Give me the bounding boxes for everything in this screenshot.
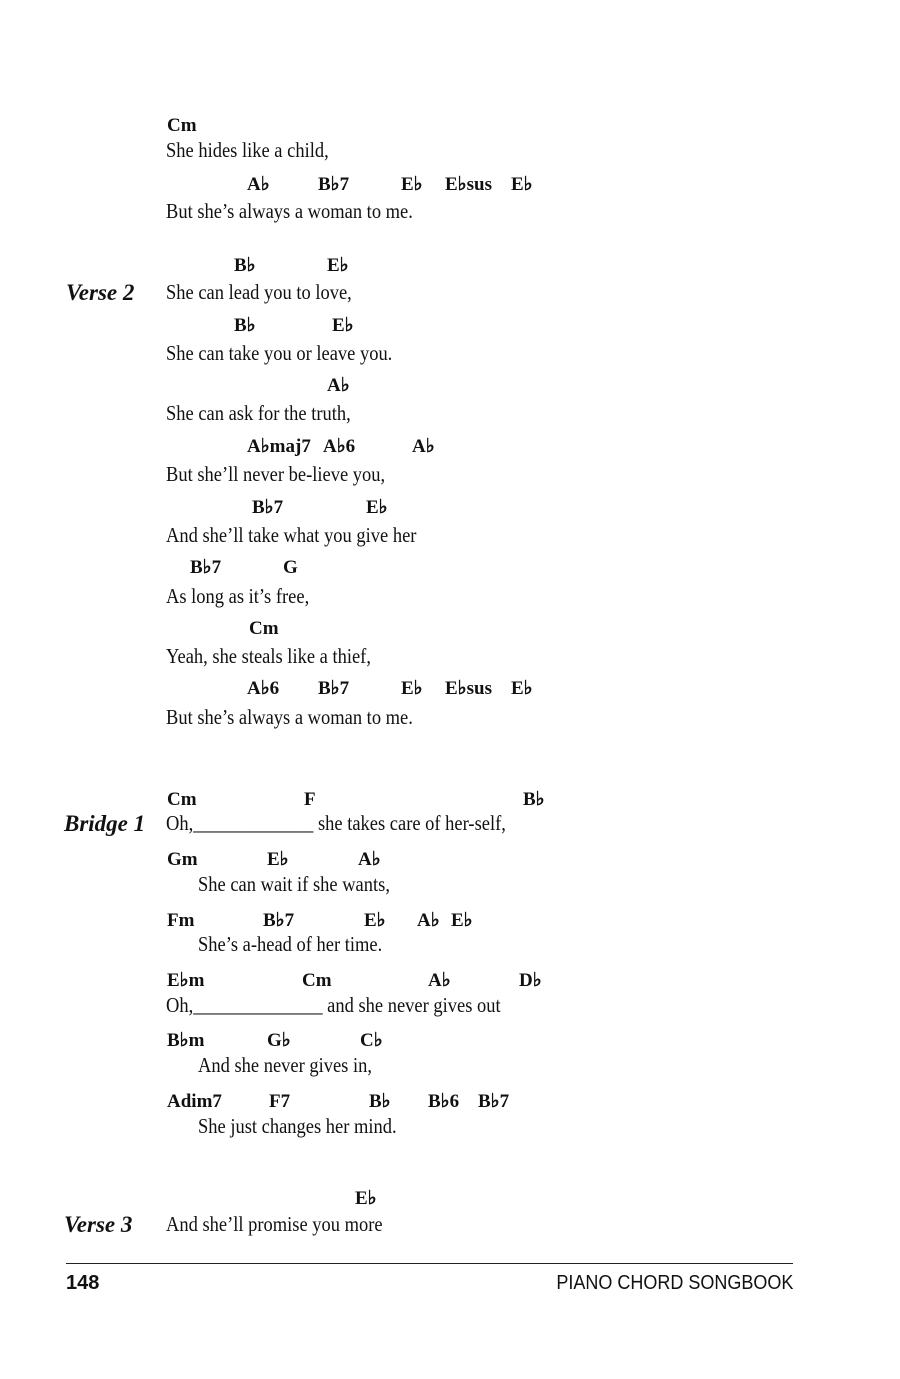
chord: Cm <box>249 618 279 639</box>
lyric-line: Oh,______________ and she never gives out <box>166 993 501 1017</box>
chord: E♭m <box>167 970 205 991</box>
chord: B♭6 <box>428 1091 460 1112</box>
book-title: PIANO CHORD SONGBOOK <box>555 1272 793 1294</box>
section-label-verse-2: Verse 2 <box>66 280 135 305</box>
chord: E♭ <box>511 174 533 195</box>
chord: D♭ <box>519 970 542 991</box>
chord: B♭7 <box>478 1091 510 1112</box>
section-label-verse-3: Verse 3 <box>64 1212 133 1237</box>
chord: E♭ <box>401 678 423 699</box>
chord: Cm <box>302 970 332 991</box>
chord: E♭sus <box>445 678 492 699</box>
chord: B♭ <box>523 789 545 810</box>
chord: G♭ <box>267 1030 291 1051</box>
chord: A♭ <box>247 174 270 195</box>
chord: E♭sus <box>445 174 492 195</box>
chord: F <box>304 789 316 810</box>
chord: B♭7 <box>252 497 284 518</box>
lyric-line: And she’ll promise you more <box>166 1212 383 1236</box>
chord: B♭7 <box>263 910 295 931</box>
chord: Fm <box>167 910 195 931</box>
chord: E♭ <box>332 315 354 336</box>
chord: Adim7 <box>167 1091 222 1112</box>
lyric-line: And she’ll take what you give her <box>166 523 417 547</box>
lyric-line: She can ask for the truth, <box>166 401 351 425</box>
chord: B♭ <box>369 1091 391 1112</box>
chord: A♭ <box>358 849 381 870</box>
lyric-line: She can wait if she wants, <box>198 872 390 896</box>
chord: F7 <box>269 1091 291 1112</box>
chord: B♭ <box>234 255 256 276</box>
chord: B♭ <box>234 315 256 336</box>
lyric-line: She just changes her mind. <box>198 1114 397 1138</box>
page-number: 148 <box>66 1272 100 1294</box>
lyric-line: But she’s always a woman to me. <box>166 199 413 223</box>
chord: G <box>283 557 298 578</box>
chord: A♭6 <box>247 678 280 699</box>
lyric-line: Yeah, she steals like a thief, <box>166 644 371 668</box>
chord: E♭ <box>401 174 423 195</box>
chord: B♭7 <box>190 557 222 578</box>
lyric-line: She’s a-head of her time. <box>198 932 383 956</box>
lyric-line: But she’s always a woman to me. <box>166 705 413 729</box>
chord: A♭6 <box>323 436 356 457</box>
lyric-line: She can take you or leave you. <box>166 341 393 365</box>
chord: A♭ <box>327 375 350 396</box>
lyric-line: And she never gives in, <box>198 1053 372 1077</box>
chord: Gm <box>167 849 198 870</box>
chord: B♭m <box>167 1030 205 1051</box>
lyric-line: Oh,_____________ she takes care of her-self, <box>166 811 506 835</box>
lyric-line: She can lead you to love, <box>166 280 352 304</box>
chord: Cm <box>167 789 197 810</box>
chord: A♭maj7 <box>247 436 311 457</box>
lyric-line: She hides like a child, <box>166 138 329 162</box>
chord: B♭7 <box>318 678 350 699</box>
lyric-line: As long as it’s free, <box>166 584 310 608</box>
chord: E♭ <box>267 849 289 870</box>
lyric-line: But she’ll never be-lieve you, <box>166 462 386 486</box>
chord: Cm <box>167 115 197 136</box>
chord: E♭ <box>355 1188 377 1209</box>
footer-rule <box>66 1263 793 1264</box>
chord: A♭ <box>417 910 440 931</box>
chord: A♭ <box>428 970 451 991</box>
chord: E♭ <box>364 910 386 931</box>
chord: E♭ <box>327 255 349 276</box>
chord: C♭ <box>360 1030 383 1051</box>
chord: A♭ <box>412 436 435 457</box>
section-label-bridge-1: Bridge 1 <box>64 811 146 836</box>
chord: E♭ <box>451 910 473 931</box>
chord: B♭7 <box>318 174 350 195</box>
chord: E♭ <box>366 497 388 518</box>
chord: E♭ <box>511 678 533 699</box>
